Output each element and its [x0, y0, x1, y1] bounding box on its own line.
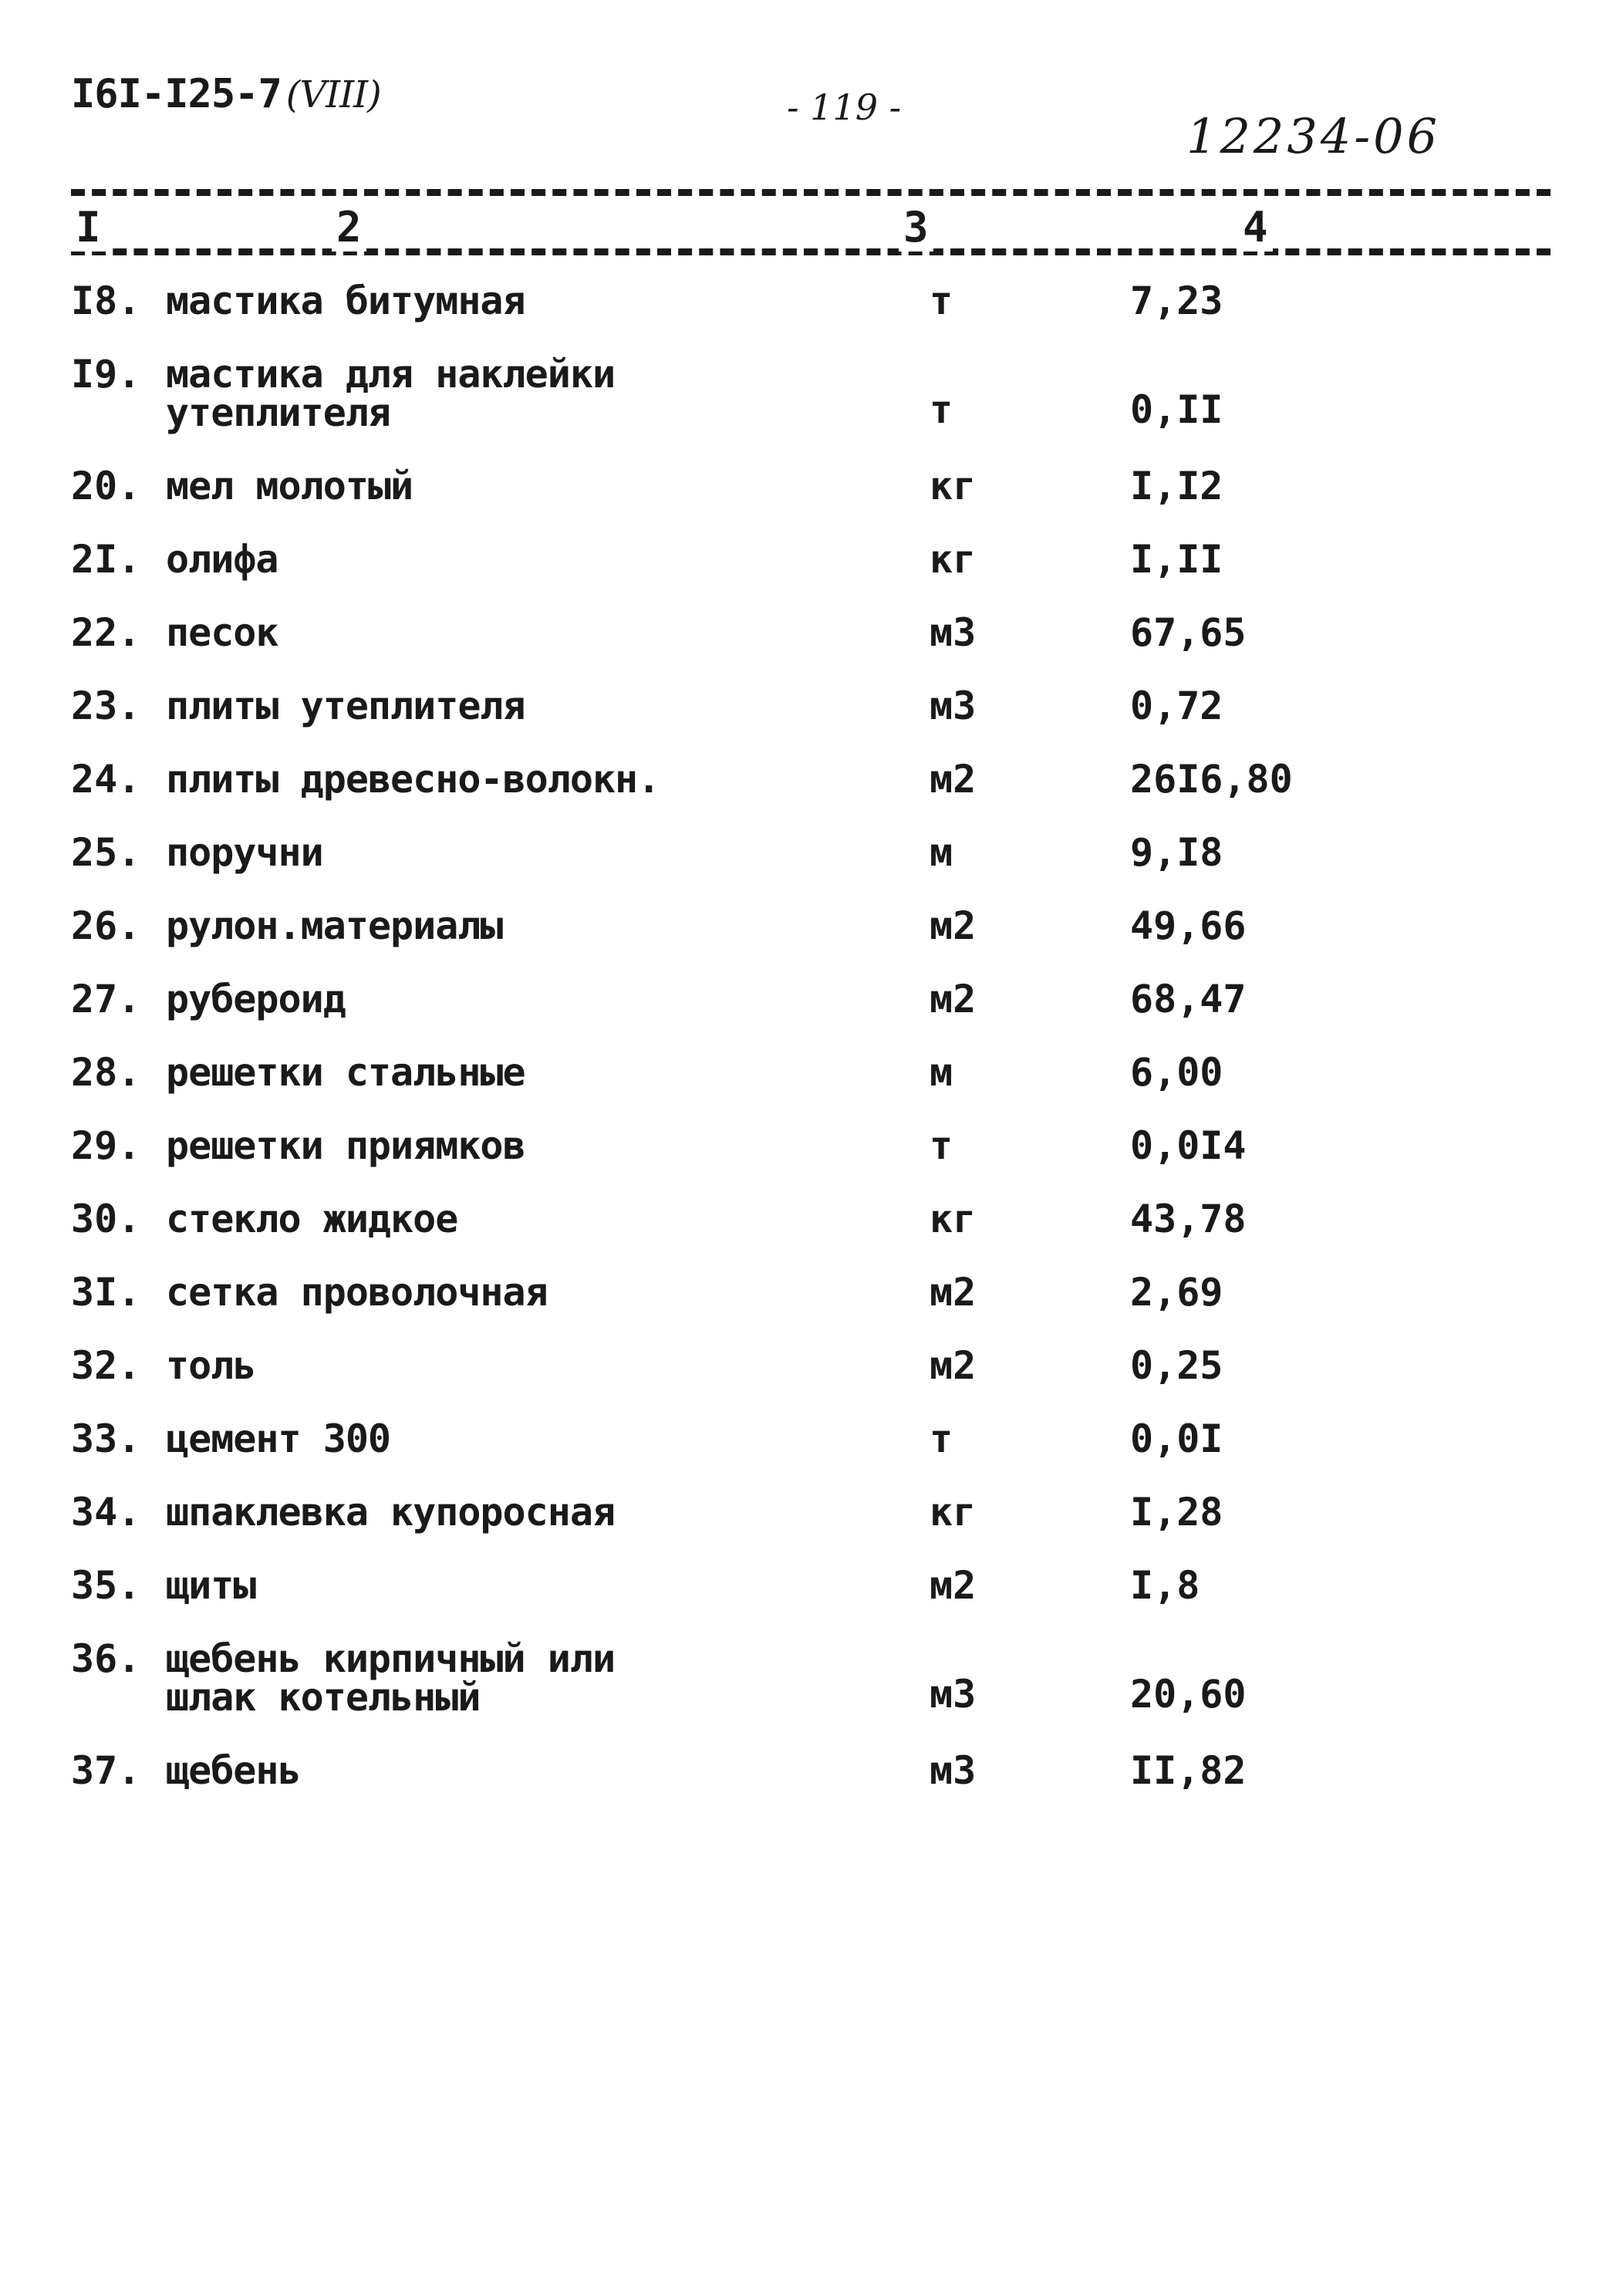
material-name: решетки приямков: [166, 1123, 525, 1168]
row-number: I8.: [71, 279, 141, 323]
row-number: 35.: [71, 1563, 141, 1608]
material-name-line: утеплителя: [166, 390, 391, 435]
column-header-rule: [71, 248, 1551, 255]
document-code: [71, 71, 381, 117]
unit-of-measure: т: [930, 387, 953, 432]
unit-of-measure: т: [930, 1123, 953, 1168]
unit-of-measure: м3: [930, 1748, 977, 1793]
material-name: [166, 1636, 906, 1720]
row-number: 33.: [71, 1416, 141, 1461]
row-number: 32.: [71, 1343, 141, 1388]
quantity-value: II,82: [1130, 1748, 1247, 1793]
material-name-line: щебень кирпичный или: [166, 1636, 616, 1681]
quantity-value: 0,0I: [1130, 1416, 1223, 1461]
unit-of-measure: м3: [930, 1672, 977, 1717]
quantity-value: 2,69: [1130, 1270, 1223, 1315]
quantity-value: 0,II: [1130, 387, 1223, 432]
quantity-value: I,II: [1130, 537, 1223, 582]
column-number-4: 4: [1238, 204, 1273, 252]
material-name: щебень: [166, 1748, 301, 1793]
unit-of-measure: м2: [930, 1270, 977, 1315]
quantity-value: I,8: [1130, 1563, 1200, 1608]
material-name: шпаклевка купоросная: [166, 1490, 616, 1535]
material-name: сетка проволочная: [166, 1270, 548, 1315]
unit-of-measure: м2: [930, 757, 977, 802]
row-number: 24.: [71, 757, 141, 802]
row-number: 34.: [71, 1490, 141, 1535]
material-name: рулон.материалы: [166, 903, 503, 948]
unit-of-measure: кг: [930, 1197, 977, 1241]
material-name: рубероид: [166, 977, 346, 1021]
document-code-main: I6I-I25-7: [71, 71, 282, 117]
material-name-line: шлак котельный: [166, 1675, 481, 1720]
quantity-value: 0,0I4: [1130, 1123, 1247, 1168]
column-number-2: 2: [332, 204, 366, 252]
quantity-value: 7,23: [1130, 279, 1223, 323]
material-name: мел молотый: [166, 464, 413, 508]
row-number: 20.: [71, 464, 141, 508]
unit-of-measure: т: [930, 1416, 953, 1461]
sheet-number: 12234-06: [1186, 108, 1441, 164]
table-top-rule: [71, 189, 1551, 196]
unit-of-measure: м: [930, 1050, 953, 1095]
quantity-value: 0,72: [1130, 684, 1223, 728]
material-name: плиты утеплителя: [166, 684, 525, 728]
row-number: 36.: [71, 1636, 141, 1681]
row-number: 23.: [71, 684, 141, 728]
row-number: 26.: [71, 903, 141, 948]
material-name: решетки стальные: [166, 1050, 525, 1095]
unit-of-measure: м3: [930, 684, 977, 728]
row-number: 29.: [71, 1123, 141, 1168]
unit-of-measure: кг: [930, 1490, 977, 1535]
material-name: [166, 352, 906, 435]
unit-of-measure: кг: [930, 464, 977, 508]
quantity-value: 9,I8: [1130, 830, 1223, 875]
column-number-1: I: [71, 204, 106, 252]
material-name-line: мастика для наклейки: [166, 352, 616, 397]
quantity-value: 26I6,80: [1130, 757, 1293, 802]
row-number: 3I.: [71, 1270, 141, 1315]
unit-of-measure: м2: [930, 1343, 977, 1388]
document-code-suffix: (VIII): [285, 73, 381, 116]
row-number: 30.: [71, 1197, 141, 1241]
unit-of-measure: м2: [930, 977, 977, 1021]
material-name: песок: [166, 610, 278, 655]
material-name: мастика битумная: [166, 279, 525, 323]
row-number: 28.: [71, 1050, 141, 1095]
material-name: щиты: [166, 1563, 256, 1608]
row-number: I9.: [71, 352, 141, 397]
unit-of-measure: м3: [930, 610, 977, 655]
quantity-value: I,I2: [1130, 464, 1223, 508]
material-name: стекло жидкое: [166, 1197, 458, 1241]
quantity-value: 20,60: [1130, 1672, 1247, 1717]
unit-of-measure: м2: [930, 1563, 977, 1608]
unit-of-measure: кг: [930, 537, 977, 582]
quantity-value: 49,66: [1130, 903, 1247, 948]
material-name: толь: [166, 1343, 256, 1388]
quantity-value: 0,25: [1130, 1343, 1223, 1388]
row-number: 27.: [71, 977, 141, 1021]
row-number: 22.: [71, 610, 141, 655]
quantity-value: 6,00: [1130, 1050, 1223, 1095]
row-number: 2I.: [71, 537, 141, 582]
material-name: поручни: [166, 830, 323, 875]
material-name: олифа: [166, 537, 278, 582]
row-number: 37.: [71, 1748, 141, 1793]
quantity-value: I,28: [1130, 1490, 1223, 1535]
quantity-value: 68,47: [1130, 977, 1247, 1021]
material-name: плиты древесно-волокн.: [166, 757, 660, 802]
row-number: 25.: [71, 830, 141, 875]
material-name: цемент 300: [166, 1416, 391, 1461]
column-number-3: 3: [899, 204, 933, 252]
unit-of-measure: м: [930, 830, 953, 875]
unit-of-measure: т: [930, 279, 953, 323]
quantity-value: 43,78: [1130, 1197, 1247, 1241]
page-number: - 119 -: [787, 86, 902, 128]
unit-of-measure: м2: [930, 903, 977, 948]
quantity-value: 67,65: [1130, 610, 1247, 655]
